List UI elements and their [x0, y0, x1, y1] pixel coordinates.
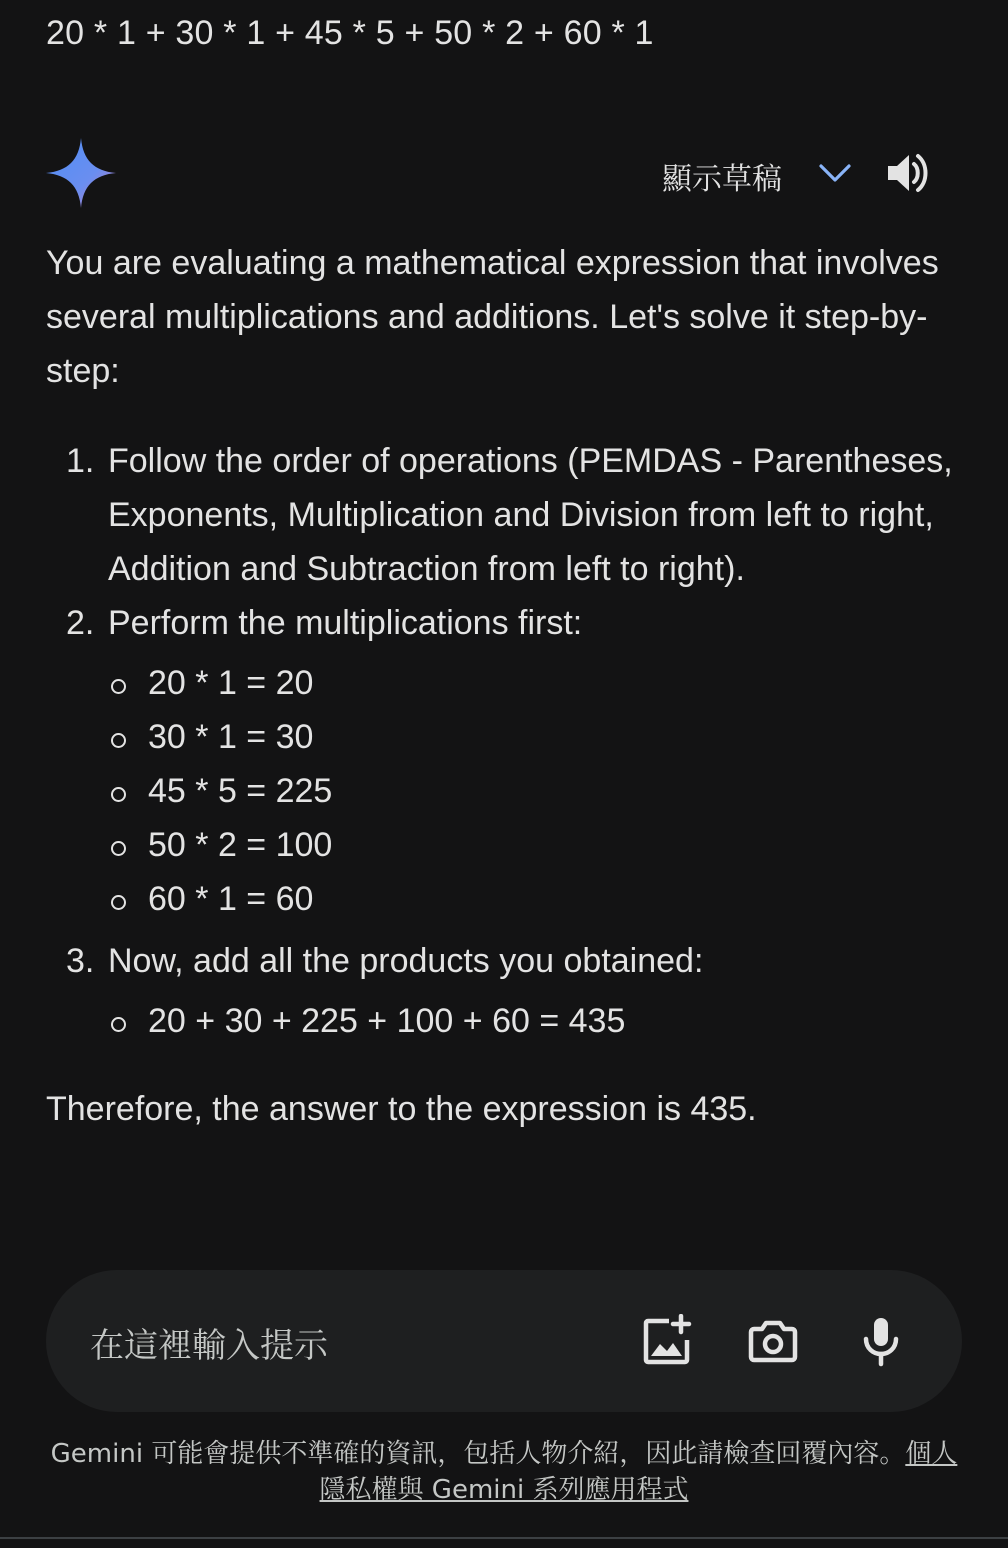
speaker-icon[interactable] — [884, 150, 932, 196]
disclaimer-text: Gemini 可能會提供不準確的資訊，包括人物介紹，因此請檢查回覆內容。 — [50, 1439, 906, 1469]
sub-list-item: 20 * 1 = 20 — [108, 656, 966, 710]
show-drafts-button[interactable]: 顯示草稿 — [662, 162, 782, 197]
microphone-icon[interactable] — [854, 1314, 908, 1368]
sub-list-item: 60 * 1 = 60 — [108, 872, 966, 926]
add-image-icon[interactable] — [640, 1314, 694, 1368]
step-number: 1. — [66, 442, 95, 480]
sub-list-item: 50 * 2 = 100 — [108, 818, 966, 872]
step-number: 3. — [66, 942, 95, 980]
privacy-link[interactable]: 個人隱私權與 Gemini 系列應用程式 — [319, 1439, 958, 1505]
camera-icon[interactable] — [746, 1314, 800, 1368]
divider — [0, 1537, 1008, 1539]
response-header — [0, 130, 1008, 216]
step-text: Follow the order of operations (PEMDAS - Parentheses, Exponents, Multiplication and Division from left to right, Addition and Subtraction from left to right). — [108, 442, 953, 588]
sub-list-item: 45 * 5 = 225 — [108, 764, 966, 818]
response-conclusion: Therefore, the answer to the expression is 435. — [46, 1090, 757, 1128]
chevron-down-icon[interactable] — [816, 156, 854, 190]
step-number: 2. — [66, 604, 95, 642]
list-item — [46, 934, 966, 1048]
model-response — [46, 236, 966, 1136]
step-text: Now, add all the products you obtained: — [108, 942, 704, 980]
list-item — [46, 434, 966, 596]
sub-list-item: 30 * 1 = 30 — [108, 710, 966, 764]
prompt-input[interactable]: 在這裡輸入提示 — [90, 1326, 328, 1366]
response-intro: You are evaluating a mathematical expression that involves several multiplications and additions. Let's solve it step-by-step: — [46, 244, 939, 390]
sub-list — [108, 656, 966, 926]
sub-list-item: 20 + 30 + 225 + 100 + 60 = 435 — [108, 994, 966, 1048]
disclaimer — [40, 1436, 968, 1508]
step-text: Perform the multiplications first: — [108, 604, 583, 642]
prompt-input-bar[interactable] — [46, 1270, 962, 1412]
user-query: 20 * 1 + 30 * 1 + 45 * 5 + 50 * 2 + 60 * 1 — [46, 14, 654, 52]
gemini-spark-icon — [44, 136, 118, 210]
sub-list — [108, 994, 966, 1048]
list-item — [46, 596, 966, 926]
steps-list — [46, 434, 966, 1048]
